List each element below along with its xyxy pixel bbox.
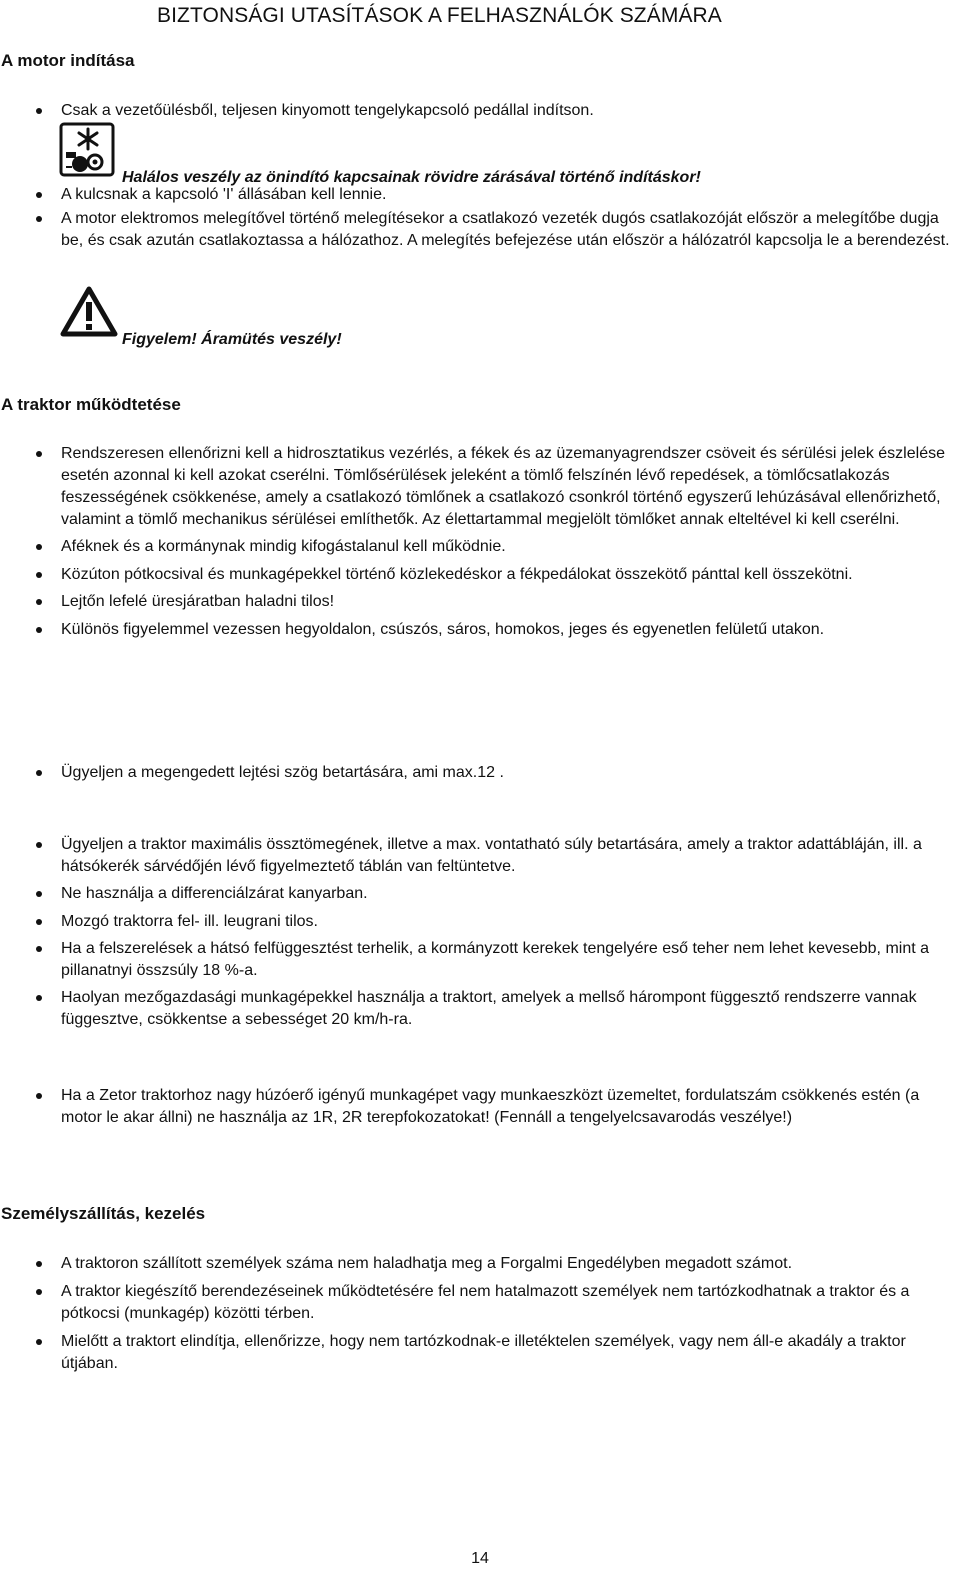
bullet-icon — [36, 216, 42, 222]
bullet-icon — [36, 1289, 42, 1295]
bullet-icon — [36, 544, 42, 550]
list-item: Lejtőn lefelé üresjáratban haladni tilos! — [0, 591, 960, 613]
list-item: Ügyeljen a megengedett lejtési szög betartására, ami max.12 . — [0, 762, 960, 784]
bullet-icon — [36, 451, 42, 457]
section-title-passenger-transport: Személyszállítás, kezelés — [1, 1204, 206, 1223]
list-item: Ügyeljen a traktor maximális össztömegének, illetve a max. vontatható súly betartására, amely a traktor adattábláján, ill. a hátsókerék sárvédőjén lévő figyelmeztető táblán van feltüntetve. — [0, 834, 960, 878]
page-number: 14 — [471, 1550, 489, 1567]
tractor-operation-list-weight — [0, 834, 960, 1031]
bullet-icon — [36, 770, 42, 776]
warning-row-shock — [60, 286, 342, 348]
bullet-icon — [36, 842, 42, 848]
bullet-icon — [36, 1339, 42, 1345]
list-item: A motor elektromos melegítővel történő melegítésekor a csatlakozó vezeték dugós csatlakozóját először a melegítőbe dugja be, és csak azután csatlakoztassa a hálózathoz. A melegítés befejezése után először a hálózatról kapcsolja le a berendezést. — [0, 208, 960, 252]
bullet-icon — [36, 919, 42, 925]
list-item: Mozgó traktorra fel- ill. leugrani tilos. — [0, 911, 960, 933]
list-item: Mielőtt a traktort elindítja, ellenőrizze, hogy nem tartózkodnak-e illetéktelen személyek, vagy nem áll-e akadály a traktor útjában. — [0, 1331, 960, 1375]
section-title-motor-start: A motor indítása — [1, 51, 135, 70]
list-item: Ne használja a differenciálzárat kanyarban. — [0, 883, 960, 905]
bullet-icon — [36, 572, 42, 578]
warning-row-starter — [58, 122, 701, 185]
passenger-transport-list — [0, 1253, 960, 1375]
bullet-icon — [36, 192, 42, 198]
tractor-operation-list — [0, 443, 960, 641]
bullet-icon — [36, 995, 42, 1001]
bullet-icon — [36, 108, 42, 114]
bullet-icon — [36, 946, 42, 952]
bullet-icon — [36, 627, 42, 633]
section-title-tractor-operation: A traktor működtetése — [1, 395, 181, 414]
bullet-icon — [36, 891, 42, 897]
list-item: Csak a vezetőülésből, teljesen kinyomott tengelykapcsoló pedállal indítson. — [0, 100, 960, 122]
list-item: Közúton pótkocsival és munkagépekkel történő közlekedéskor a fékpedálokat összekötő pánttal kell összekötni. — [0, 564, 960, 586]
list-item: A traktoron szállított személyek száma nem haladhatja meg a Forgalmi Engedélyben megadott számot. — [0, 1253, 960, 1275]
list-item: Haolyan mezőgazdasági munkagépekkel használja a traktort, amelyek a mellső hárompont függesztő rendszerre vannak függesztve, csökkentse a sebességet 20 km/h-ra. — [0, 987, 960, 1031]
engine-start-hazard-icon — [58, 122, 118, 185]
list-item: Különös figyelemmel vezessen hegyoldalon, csúszós, sáros, homokos, jeges és egyenetlen felületű utakon. — [0, 619, 960, 641]
warning-text-shock: Figyelem! Áramütés veszély! — [122, 331, 342, 348]
tractor-operation-list-zetor — [0, 1085, 960, 1129]
document-title: BIZTONSÁGI UTASÍTÁSOK A FELHASZNÁLÓK SZÁMÁRA — [157, 4, 722, 27]
bullet-icon — [36, 599, 42, 605]
list-item: A traktor kiegészítő berendezéseinek működtetésére fel nem hatalmazott személyek nem tartózkodhatnak a traktor és a pótkocsi (munkagép) közötti térben. — [0, 1281, 960, 1325]
list-item: Ha a felszerelések a hátsó felfüggesztést terhelik, a kormányzott kerekek tengelyére eső teher nem lehet kevesebb, mint a pillanatnyi összsúly 18 %-a. — [0, 938, 960, 982]
bullet-icon — [36, 1093, 42, 1099]
tractor-operation-list-slope — [0, 762, 960, 784]
motor-start-list-continued — [0, 184, 960, 252]
list-item: A kulcsnak a kapcsoló 'I' állásában kell lennie. — [0, 184, 960, 206]
bullet-icon — [36, 1261, 42, 1267]
warning-text-starter: Halálos veszély az önindító kapcsainak rövidre zárásával történő indításkor! — [122, 169, 701, 186]
list-item: Aféknek és a kormánynak mindig kifogástalanul kell működnie. — [0, 536, 960, 558]
warning-triangle-icon — [60, 286, 118, 345]
motor-start-list — [0, 100, 960, 122]
list-item: Ha a Zetor traktorhoz nagy húzóerő igényű munkagépet vagy munkaeszközt üzemeltet, fordulatszám csökkenés estén (a motor le akar állni) ne használja az 1R, 2R terepfokozatokat! (Fennáll a tengelyelcsavarodás veszélye!) — [0, 1085, 960, 1129]
list-item: Rendszeresen ellenőrizni kell a hidrosztatikus vezérlés, a fékek és az üzemanyagrendszer csöveit és sérülési jelek észlelése esetén azonnal ki kell azokat cserélni. Tömlősérülések jeleként a tömlő felszínén lévő repedések, a tömlőcsatlakozás feszességének csökkenése, amely a csatlakozó tömlőnek a csatlakozó csonkról történő egyszerű lehúzásával ellenőrizhető, valamint a tömlő mechanikus sérülései említhetők. Az élettartammal megjelölt tömlőket annak elteltével ki kell cserélni. — [0, 443, 960, 531]
